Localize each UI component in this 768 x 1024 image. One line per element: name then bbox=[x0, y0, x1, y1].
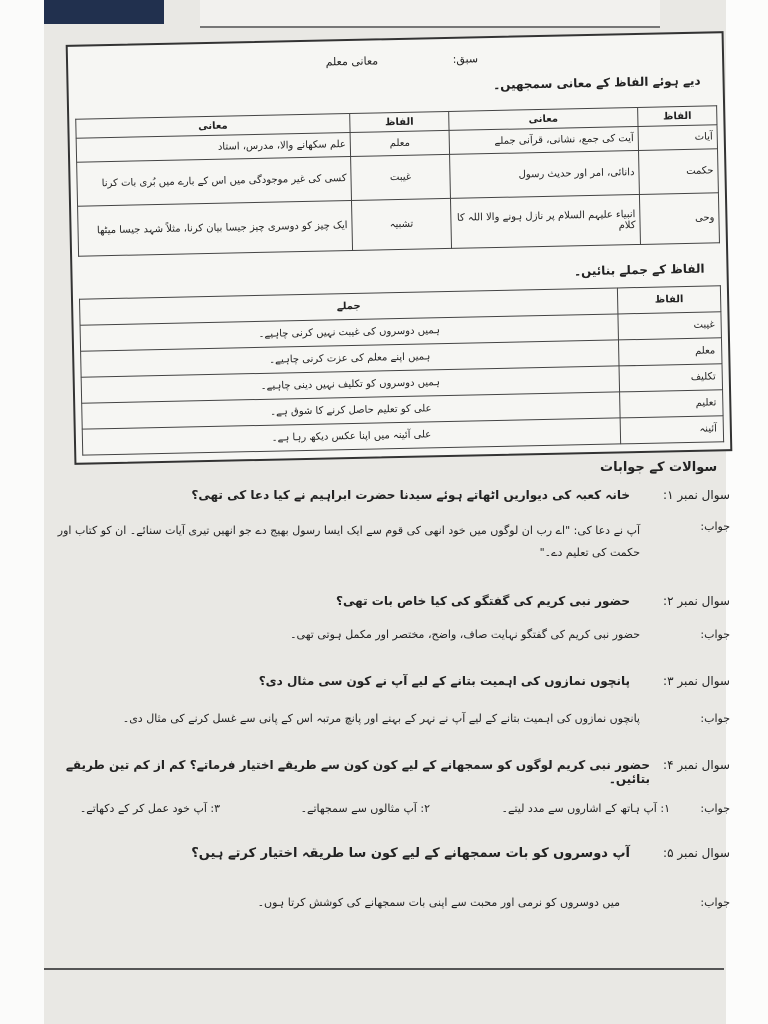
answer-text: میں دوسروں کو نرمی اور محبت سے اپنی بات سمجھانے کی کوشش کرتا ہوں۔ bbox=[257, 896, 620, 909]
sentence-word: معلم bbox=[618, 338, 722, 366]
qa-item-1 bbox=[30, 488, 730, 558]
answer-label: جواب: bbox=[700, 802, 730, 815]
sentence-section-title: الفاظ کے جملے بنائیں۔ bbox=[573, 261, 705, 279]
sentence-text: ہمیں دوسروں کو تکلیف نہیں دینی چاہیے۔ bbox=[81, 366, 619, 403]
qa-heading: سوالات کے جوابات bbox=[600, 460, 718, 475]
vocab-word: آیات bbox=[638, 125, 717, 151]
sentence-text: علی کو تعلیم حاصل کرنے کا شوق ہے۔ bbox=[82, 392, 620, 429]
subject-label: سبق: bbox=[452, 52, 479, 66]
answer-part: ۳: آپ خود عمل کر کے دکھاتے۔ bbox=[79, 802, 220, 815]
question-text: خانہ کعبہ کی دیواریں اٹھاتے ہوئے سیدنا حضرت ابراہیم نے کیا دعا کی تھی؟ bbox=[191, 488, 630, 502]
question-text: پانچوں نمازوں کی اہمیت بتانے کے لیے آپ نے کون سی مثال دی؟ bbox=[258, 674, 630, 688]
vocab-header-word: الفاظ bbox=[350, 111, 449, 132]
answer-part: ۲: آپ مثالوں سے سمجھاتے۔ bbox=[300, 802, 430, 815]
answer-label: جواب: bbox=[700, 896, 730, 909]
page-bottom-line bbox=[44, 968, 724, 970]
sentence-text: ہمیں اپنے معلم کی عزت کرنی چاہیے۔ bbox=[81, 340, 619, 377]
vocab-meaning: انبیاء علیہم السلام پر نازل ہونے والا اللہ کا کلام bbox=[450, 194, 640, 248]
vocab-meaning: علم سکھانے والا، مدرس، استاد bbox=[76, 132, 350, 162]
answer-text: آپ نے دعا کی: "اے رب ان لوگوں میں خود انھی کی قوم سے ایک ایسا رسول بھیج دے جو انھیں تیری آیات سنائے۔ ان کو کتاب اور حکمت کی تعلیم دے۔" bbox=[57, 524, 640, 559]
vocab-header-word: الفاظ bbox=[638, 106, 717, 127]
sentence-table bbox=[79, 285, 724, 455]
question-label: سوال نمبر ۲: bbox=[663, 594, 730, 608]
vocab-meaning: ایک چیز کو دوسری چیز جیسا بیان کرنا، مثلاً شہد جیسا میٹھا bbox=[78, 200, 353, 256]
teacher-label: معانی معلم bbox=[325, 54, 379, 69]
sentence-header-word: الفاظ bbox=[617, 286, 721, 314]
sentence-word: تعلیم bbox=[620, 390, 724, 418]
vocab-word: تشبیہ bbox=[351, 198, 451, 250]
vocab-table bbox=[75, 105, 720, 256]
worksheet-page bbox=[66, 31, 733, 465]
qa-item-2 bbox=[30, 594, 730, 644]
question-label: سوال نمبر ۳: bbox=[663, 674, 730, 688]
vocab-word: وحی bbox=[639, 193, 719, 245]
qa-item-3 bbox=[30, 674, 730, 724]
question-label: سوال نمبر ۵: bbox=[663, 846, 730, 860]
background-top-paper bbox=[200, 0, 660, 28]
vocab-word: معلم bbox=[350, 130, 449, 156]
question-text: حضور نبی کریم کی گفتگو کی کیا خاص بات تھی؟ bbox=[336, 594, 630, 608]
sentence-word: آئینہ bbox=[620, 416, 724, 444]
vocab-word: غیبت bbox=[351, 154, 451, 200]
qa-item-5 bbox=[30, 846, 730, 926]
vocab-header-meaning: معانی bbox=[76, 114, 350, 139]
sentence-text: علی آئینہ میں اپنا عکس دیکھ رہا ہے۔ bbox=[82, 418, 620, 455]
answer-text: حضور نبی کریم کی گفتگو نہایت صاف، واضح، مختصر اور مکمل ہوتی تھی۔ bbox=[290, 628, 640, 641]
sentence-header-sentence: جملے bbox=[80, 288, 618, 325]
qa-item-4 bbox=[30, 758, 730, 828]
answer-part: ۱: آپ ہاتھ کے اشاروں سے مدد لیتے۔ bbox=[501, 802, 670, 815]
question-text: حضور نبی کریم لوگوں کو سمجھانے کے لیے کون کون سے طریقے اختیار فرماتے؟ کم از کم تین طریقے بتائیں۔ bbox=[65, 758, 650, 786]
vocab-word: حکمت bbox=[639, 149, 719, 195]
answer-label: جواب: bbox=[700, 628, 730, 641]
question-label: سوال نمبر ۴: bbox=[663, 758, 730, 772]
vocab-meaning: دانائی، امر اور حدیث رسول bbox=[450, 150, 640, 198]
vocab-header-meaning: معانی bbox=[449, 107, 638, 130]
background-right-edge bbox=[726, 0, 768, 1024]
question-text: آپ دوسروں کو بات سمجھانے کے لیے کون سا طریقہ اختیار کرتے ہیں؟ bbox=[191, 846, 630, 861]
background-blue-object bbox=[44, 0, 164, 24]
answer-text: پانچوں نمازوں کی اہمیت بتانے کے لیے آپ نے نہر کے بہنے اور پانچ مرتبہ اس کے پانی سے غسل کرنے کی مثال دی۔ bbox=[122, 712, 640, 725]
sentence-text: ہمیں دوسروں کی غیبت نہیں کرنی چاہیے۔ bbox=[80, 314, 618, 351]
question-label: سوال نمبر ۱: bbox=[663, 488, 730, 502]
sentence-word: تکلیف bbox=[619, 364, 723, 392]
vocab-meaning: کسی کی غیر موجودگی میں اس کے بارے میں بُری بات کرنا bbox=[77, 156, 352, 206]
answer-label: جواب: bbox=[700, 520, 730, 533]
answer-label: جواب: bbox=[700, 712, 730, 725]
worksheet-header bbox=[268, 51, 518, 78]
vocab-section-title: دیے ہوئے الفاظ کے معانی سمجھیں۔ bbox=[493, 73, 701, 92]
sentence-word: غیبت bbox=[618, 312, 722, 340]
vocab-meaning: آیت کی جمع، نشانی، قرآنی جملے bbox=[449, 126, 638, 154]
